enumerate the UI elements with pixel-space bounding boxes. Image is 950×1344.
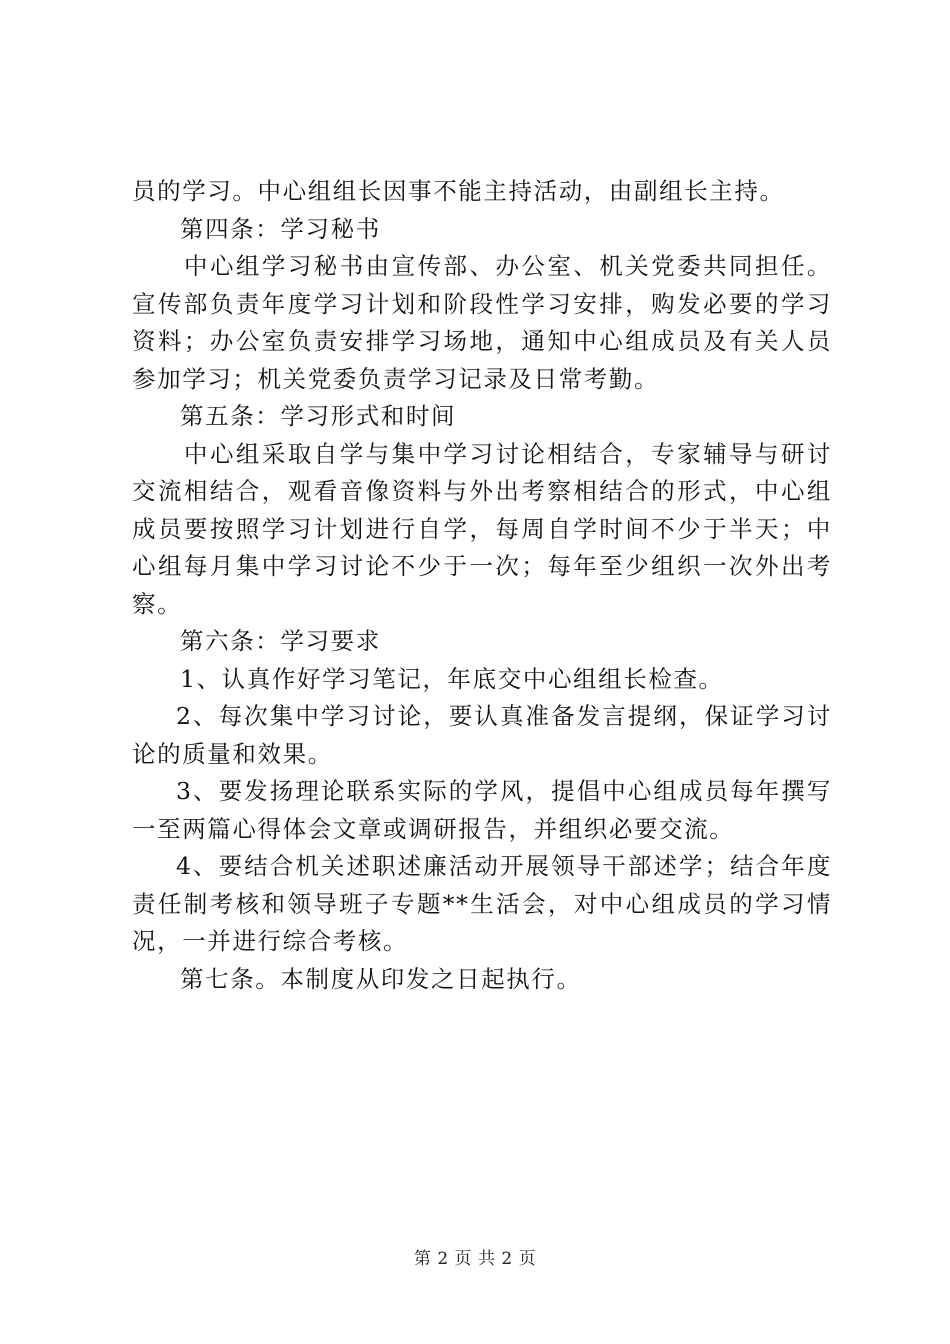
article-5-heading: 第五条：学习形式和时间 — [180, 402, 457, 430]
article-4-heading: 第四条：学习秘书 — [180, 214, 381, 243]
requirement-item-2: 2、每次集中学习讨论，要认真准备发言提纲，保证学习讨论的质量和效果。 — [132, 702, 832, 768]
article-4-body: 中心组学习秘书由宣传部、办公室、机关党委共同担任。宣传部负责年度学习计划和阶段性学习安排，购发必要的学习资料；办公室负责安排学习场地，通知中心组成员及有关人员参加学习；机关党委负责学习记录及日常考勤。 — [132, 252, 832, 393]
page-footer: 第 2 页 共 2 页 — [413, 1249, 537, 1269]
document-body — [132, 173, 832, 998]
article-6-heading: 第六条：学习要求 — [180, 627, 381, 655]
article-7-text: 第七条。本制度从印发之日起执行。 — [180, 964, 582, 993]
requirement-item-3: 3、要发扬理论联系实际的学风，提倡中心组成员每年撰写一至两篇心得体会文章或调研报告，并组织必要交流。 — [132, 777, 832, 843]
article-5-body: 中心组采取自学与集中学习讨论相结合，专家辅导与研讨交流相结合，观看音像资料与外出考察相结合的形式，中心组成员要按照学习计划进行自学，每周自学时间不少于半天；中心组每月集中学习讨论不少于一次；每年至少组织一次外出考察。 — [132, 439, 832, 618]
requirement-item-1: 1、认真作好学习笔记，年底交中心组组长检查。 — [180, 664, 724, 693]
requirement-item-4: 4、要结合机关述职述廉活动开展领导干部述学；结合年度责任制考核和领导班子专题**生活会，对中心组成员的学习情况，一并进行综合考核。 — [132, 852, 832, 955]
paragraph-continuation: 员的学习。中心组组长因事不能主持活动，由副组长主持。 — [132, 177, 785, 205]
